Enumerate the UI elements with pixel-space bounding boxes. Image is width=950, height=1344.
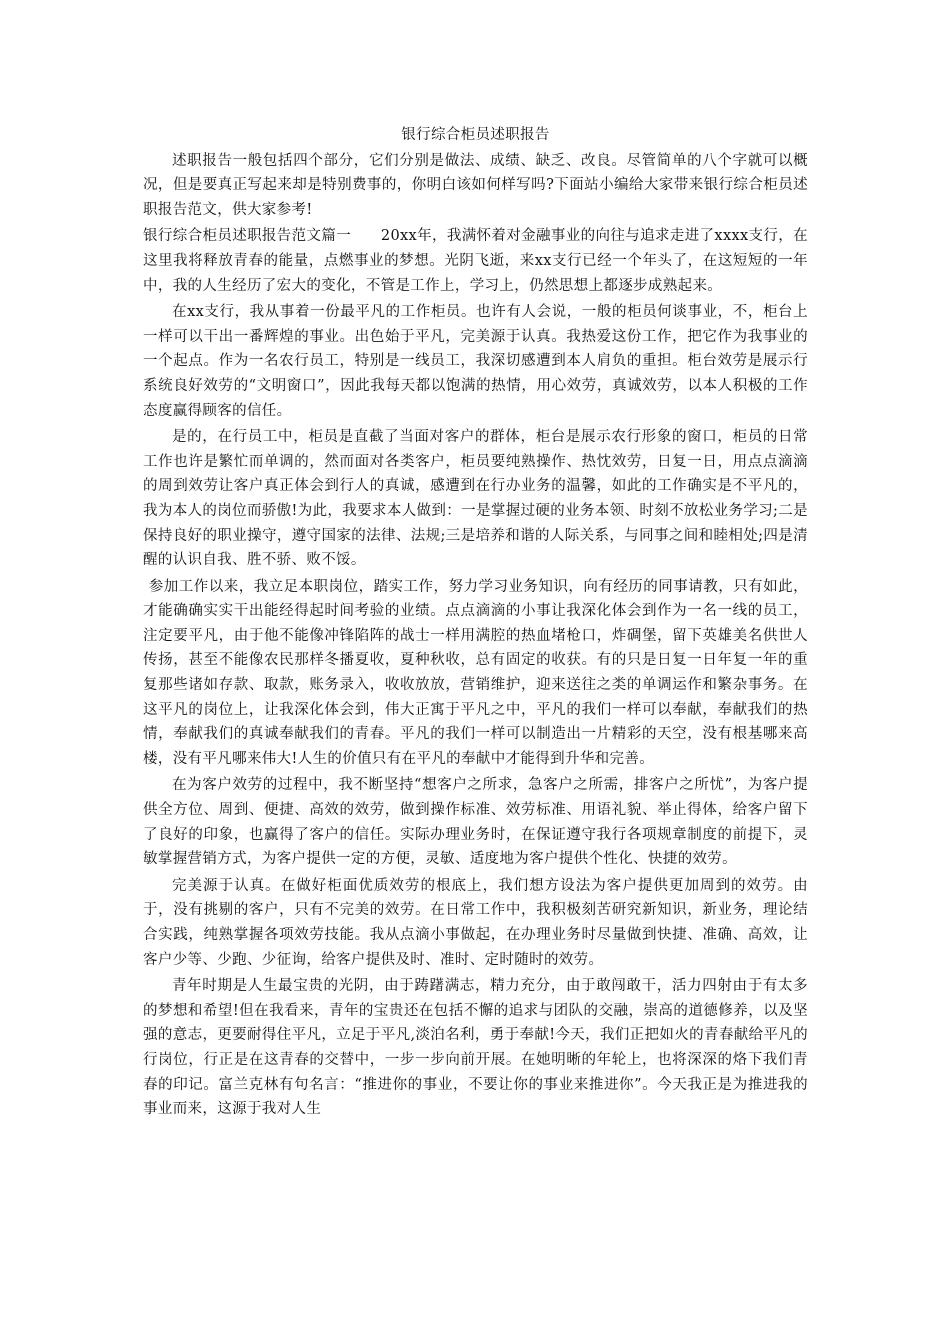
paragraph-5: 在为客户效劳的过程中，我不断坚持“想客户之所求，急客户之所需，排客户之所忧”，为客户提供全方位、周到、便捷、高效的效劳，做到操作标准、效劳标准、用语礼貌、举止得体，给客户留下了良好的印象，也赢得了客户的信任。实际办理业务时，在保证遵守我行各项规章制度的前提下，灵敏掌握营销方式，为客户提供一定的方便，灵敏、适度地为客户提供个性化、快捷的效劳。: [143, 777, 808, 868]
paragraph-1: 银行综合柜员述职报告范文篇一 20xx年，我满怀着对金融事业的向往与追求走进了xxxx支行，在这里我将释放青春的能量，点燃事业的梦想。光阴飞逝，来xx支行已经一个年头了，在这短短的一年中，我的人生经历了宏大的变化，不管是工作上，学习上，仍然思想上都逐步成熟起来。: [143, 228, 808, 294]
paragraph-intro: 述职报告一般包括四个部分，它们分别是做法、成绩、缺乏、改良。尽管简单的八个字就可以概况，但是要真正写起来却是特别费事的，你明白该如何样写吗?下面站小编给大家带来银行综合柜员述职报告范文，供大家参考!: [143, 152, 808, 218]
paragraph-7: 青年时期是人生最宝贵的光阴，由于踌躇满志，精力充分，由于敢闯敢干，活力四射由于有太多的梦想和希望!但在我看来，青年的宝贵还在包括不懈的追求与团队的交融，崇高的道德修养，以及坚强的意志，更要耐得住平凡，立足于平凡,淡泊名利，勇于奉献!今天，我们正把如火的青春献给平凡的行岗位，行正是在这青春的交替中，一步一步向前开展。在她明晰的年轮上，也将深深的烙下我们青春的印记。富兰克林有句名言：“推进你的事业，不要让你的事业来推进你”。今天我正是为推进我的事业而来，这源于我对人生: [143, 978, 808, 1118]
paragraph-3: 是的，在行员工中，柜员是直截了当面对客户的群体，柜台是展示农行形象的窗口，柜员的日常工作也许是繁忙而单调的，然而面对各类客户，柜员要纯熟操作、热忱效劳，日复一日，用点点滴滴的周到效劳让客户真正体会到行人的真诚，感遭到在行办业务的温馨，如此的工作确实是不平凡的，我为本人的岗位而骄傲!为此，我要求本人做到：一是掌握过硬的业务本领、时刻不放松业务学习;二是保持良好的职业操守，遵守国家的法律、法规;三是培养和谐的人际关系，与同事之间和睦相处;四是清醒的认识自我、胜不骄、败不馁。: [143, 429, 808, 569]
paragraph-6: 完美源于认真。在做好柜面优质效劳的根底上，我们想方设法为客户提供更加周到的效劳。由于，没有挑剔的客户，只有不完美的效劳。在日常工作中，我积极刻苦研究新知识，新业务，理论结合实践，纯熟掌握各项效劳技能。我从点滴小事做起，在办理业务时尽量做到快捷、准确、高效，让客户少等、少跑、少征询，给客户提供及时、准时、定时随时的效劳。: [143, 877, 808, 968]
paragraph-4: 参加工作以来，我立足本职岗位，踏实工作，努力学习业务知识，向有经历的同事请教，只有如此，才能确确实实干出能经得起时间考验的业绩。点点滴滴的小事让我深化体会到作为一名一线的员工，注定要平凡，由于他不能像冲锋陷阵的战士一样用满腔的热血堵枪口，炸碉堡，留下英雄美名供世人传扬，甚至不能像农民那样冬播夏收，夏种秋收，总有固定的收获。有的只是日复一日年复一年的重复那些诸如存款、取款，账务录入，收收放放，营销维护，迎来送往之类的单调运作和繁杂事务。在这平凡的岗位上，让我深化体会到，伟大正寓于平凡之中，平凡的我们一样可以奉献，奉献我们的热情，奉献我们的真诚奉献我们的青春。平凡的我们一样可以制造出一片精彩的天空，没有根基哪来高楼，没有平凡哪来伟大!人生的价值只有在平凡的奉献中才能得到升华和完善。: [143, 578, 808, 767]
document-title: 银行综合柜员述职报告: [401, 127, 550, 143]
document-page: [143, 123, 808, 1124]
paragraph-2: 在xx支行，我从事着一份最平凡的工作柜员。也许有人会说，一般的柜员何谈事业，不，柜台上一样可以干出一番辉煌的事业。出色始于平凡，完美源于认真。我热爱这份工作，把它作为我事业的一个起点。作为一名农行员工，特别是一线员工，我深切感遭到本人肩负的重担。柜台效劳是展示行系统良好效劳的“文明窗口”，因此我每天都以饱满的热情，用心效劳，真诚效劳，以本人积极的工作态度赢得顾客的信任。: [143, 304, 808, 419]
